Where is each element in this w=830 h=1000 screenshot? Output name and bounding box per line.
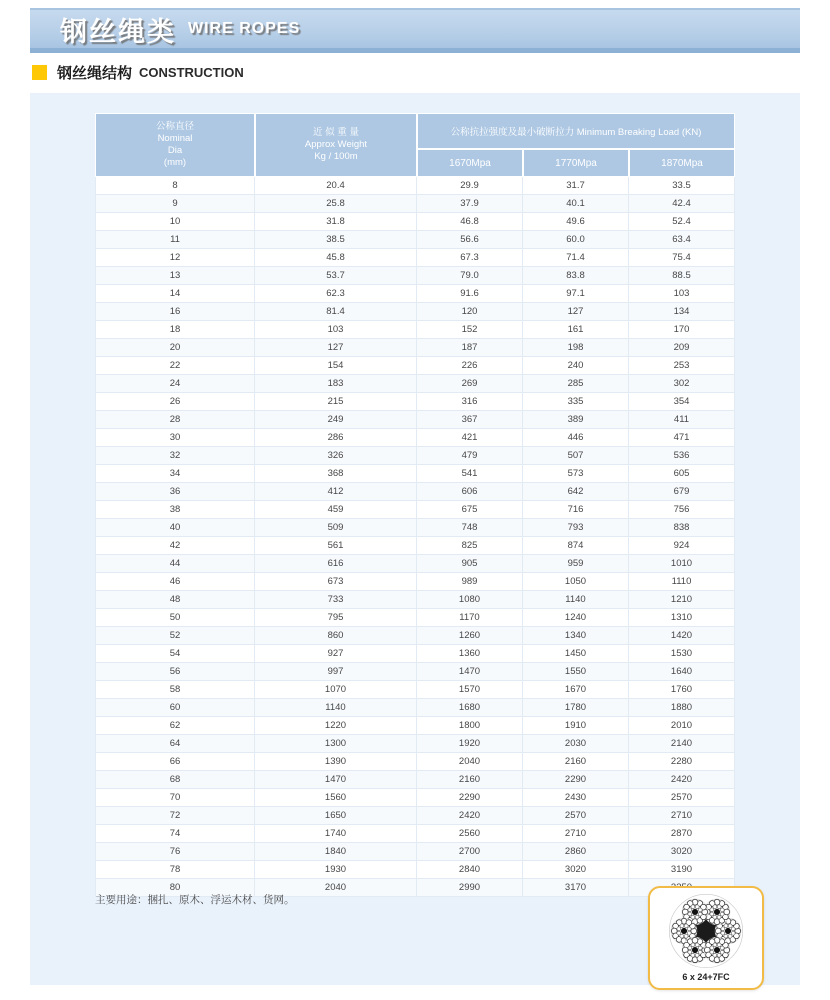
cell-weight: 25.8 bbox=[255, 195, 417, 213]
cell-1770: 2160 bbox=[523, 753, 629, 771]
cell-1870: 1310 bbox=[629, 609, 735, 627]
cell-dia: 34 bbox=[95, 465, 255, 483]
cell-dia: 11 bbox=[95, 231, 255, 249]
cell-1770: 1780 bbox=[523, 699, 629, 717]
rope-cross-section-icon bbox=[665, 891, 747, 971]
cell-1870: 63.4 bbox=[629, 231, 735, 249]
cell-1870: 1420 bbox=[629, 627, 735, 645]
col-header-1770mpa: 1770Mpa bbox=[523, 149, 629, 177]
cell-weight: 1390 bbox=[255, 753, 417, 771]
cell-1870: 2420 bbox=[629, 771, 735, 789]
cell-dia: 24 bbox=[95, 375, 255, 393]
cell-1770: 1670 bbox=[523, 681, 629, 699]
cell-weight: 1560 bbox=[255, 789, 417, 807]
cell-dia: 66 bbox=[95, 753, 255, 771]
cell-1770: 3170 bbox=[523, 879, 629, 897]
table-row bbox=[95, 195, 735, 213]
table-row bbox=[95, 735, 735, 753]
cell-weight: 1300 bbox=[255, 735, 417, 753]
col-header-line: Dia bbox=[167, 145, 183, 156]
cell-weight: 1140 bbox=[255, 699, 417, 717]
table-row bbox=[95, 429, 735, 447]
cell-1770: 1140 bbox=[523, 591, 629, 609]
cell-1670: 421 bbox=[417, 429, 523, 447]
cell-weight: 616 bbox=[255, 555, 417, 573]
cell-1770: 716 bbox=[523, 501, 629, 519]
cell-1770: 2570 bbox=[523, 807, 629, 825]
cell-1670: 152 bbox=[417, 321, 523, 339]
table-row bbox=[95, 663, 735, 681]
table-row bbox=[95, 303, 735, 321]
cell-weight: 215 bbox=[255, 393, 417, 411]
cell-dia: 42 bbox=[95, 537, 255, 555]
cell-1670: 748 bbox=[417, 519, 523, 537]
cell-1670: 905 bbox=[417, 555, 523, 573]
cell-1670: 606 bbox=[417, 483, 523, 501]
yellow-square-bullet-icon bbox=[32, 65, 47, 80]
cell-1870: 2280 bbox=[629, 753, 735, 771]
cell-1670: 316 bbox=[417, 393, 523, 411]
cell-dia: 72 bbox=[95, 807, 255, 825]
col-header-1670mpa: 1670Mpa bbox=[417, 149, 523, 177]
cell-dia: 22 bbox=[95, 357, 255, 375]
cell-1670: 2700 bbox=[417, 843, 523, 861]
cell-1870: 52.4 bbox=[629, 213, 735, 231]
rope-cross-section-card bbox=[648, 886, 764, 990]
cell-1670: 2560 bbox=[417, 825, 523, 843]
cell-1870: 679 bbox=[629, 483, 735, 501]
table-row bbox=[95, 357, 735, 375]
cell-1870: 33.5 bbox=[629, 177, 735, 195]
cell-dia: 16 bbox=[95, 303, 255, 321]
cell-1770: 335 bbox=[523, 393, 629, 411]
cell-1770: 2030 bbox=[523, 735, 629, 753]
cell-1870: 838 bbox=[629, 519, 735, 537]
table-row bbox=[95, 231, 735, 249]
cell-1670: 2990 bbox=[417, 879, 523, 897]
cell-weight: 1930 bbox=[255, 861, 417, 879]
cell-1770: 959 bbox=[523, 555, 629, 573]
page-banner bbox=[30, 8, 800, 53]
cell-1770: 40.1 bbox=[523, 195, 629, 213]
cell-dia: 18 bbox=[95, 321, 255, 339]
cell-1870: 134 bbox=[629, 303, 735, 321]
cell-dia: 28 bbox=[95, 411, 255, 429]
cell-1670: 1680 bbox=[417, 699, 523, 717]
cell-1670: 67.3 bbox=[417, 249, 523, 267]
cell-weight: 927 bbox=[255, 645, 417, 663]
cell-weight: 412 bbox=[255, 483, 417, 501]
cell-weight: 795 bbox=[255, 609, 417, 627]
cell-1770: 1550 bbox=[523, 663, 629, 681]
cell-1770: 31.7 bbox=[523, 177, 629, 195]
cell-1770: 97.1 bbox=[523, 285, 629, 303]
cell-1770: 874 bbox=[523, 537, 629, 555]
cell-1870: 1880 bbox=[629, 699, 735, 717]
cell-1770: 642 bbox=[523, 483, 629, 501]
cell-1870: 2710 bbox=[629, 807, 735, 825]
cell-weight: 1220 bbox=[255, 717, 417, 735]
table-row bbox=[95, 267, 735, 285]
cell-1770: 161 bbox=[523, 321, 629, 339]
cell-weight: 38.5 bbox=[255, 231, 417, 249]
page-title-en: WIRE ROPES bbox=[188, 20, 301, 37]
cell-weight: 20.4 bbox=[255, 177, 417, 195]
cell-1670: 29.9 bbox=[417, 177, 523, 195]
cell-weight: 1840 bbox=[255, 843, 417, 861]
cell-1670: 1470 bbox=[417, 663, 523, 681]
table-row bbox=[95, 861, 735, 879]
cell-1670: 989 bbox=[417, 573, 523, 591]
table-row bbox=[95, 321, 735, 339]
cell-weight: 673 bbox=[255, 573, 417, 591]
table-row bbox=[95, 411, 735, 429]
cell-weight: 459 bbox=[255, 501, 417, 519]
cell-1770: 1050 bbox=[523, 573, 629, 591]
cell-1670: 269 bbox=[417, 375, 523, 393]
table-row bbox=[95, 645, 735, 663]
cell-dia: 78 bbox=[95, 861, 255, 879]
cell-1770: 2290 bbox=[523, 771, 629, 789]
cell-weight: 31.8 bbox=[255, 213, 417, 231]
cell-dia: 44 bbox=[95, 555, 255, 573]
col-header-line: (mm) bbox=[163, 156, 187, 168]
rope-construction-label: 6 x 24+7FC bbox=[682, 972, 730, 982]
cell-1870: 536 bbox=[629, 447, 735, 465]
cell-dia: 46 bbox=[95, 573, 255, 591]
section-title-zh: 钢丝绳结构 bbox=[57, 65, 133, 82]
cell-1870: 756 bbox=[629, 501, 735, 519]
cell-1670: 675 bbox=[417, 501, 523, 519]
section-title-en: CONSTRUCTION bbox=[139, 65, 244, 80]
table-row bbox=[95, 393, 735, 411]
table-row bbox=[95, 753, 735, 771]
cell-dia: 36 bbox=[95, 483, 255, 501]
col-header-min-breaking-load: 公称抗拉强度及最小破断拉力 Minimum Breaking Load (KN) bbox=[417, 113, 735, 149]
cell-1670: 120 bbox=[417, 303, 523, 321]
cell-1670: 825 bbox=[417, 537, 523, 555]
cell-1670: 1360 bbox=[417, 645, 523, 663]
cell-1870: 1110 bbox=[629, 573, 735, 591]
table-row bbox=[95, 213, 735, 231]
cell-dia: 13 bbox=[95, 267, 255, 285]
cell-1870: 302 bbox=[629, 375, 735, 393]
cell-weight: 249 bbox=[255, 411, 417, 429]
cell-1770: 49.6 bbox=[523, 213, 629, 231]
cell-weight: 326 bbox=[255, 447, 417, 465]
table-row bbox=[95, 519, 735, 537]
cell-dia: 10 bbox=[95, 213, 255, 231]
cell-1870: 2870 bbox=[629, 825, 735, 843]
cell-1870: 75.4 bbox=[629, 249, 735, 267]
table-row bbox=[95, 339, 735, 357]
cell-1870: 1640 bbox=[629, 663, 735, 681]
usage-note: 主要用途：捆扎、原木、浮运木材、货网。 bbox=[95, 894, 295, 906]
cell-1670: 37.9 bbox=[417, 195, 523, 213]
cell-1770: 1450 bbox=[523, 645, 629, 663]
cell-1770: 573 bbox=[523, 465, 629, 483]
cell-dia: 52 bbox=[95, 627, 255, 645]
table-row bbox=[95, 699, 735, 717]
cell-dia: 64 bbox=[95, 735, 255, 753]
cell-1870: 253 bbox=[629, 357, 735, 375]
table-row bbox=[95, 573, 735, 591]
cell-weight: 154 bbox=[255, 357, 417, 375]
cell-1770: 1240 bbox=[523, 609, 629, 627]
cell-1670: 187 bbox=[417, 339, 523, 357]
col-header-line: 公称直径 bbox=[155, 121, 194, 133]
cell-1770: 240 bbox=[523, 357, 629, 375]
cell-weight: 368 bbox=[255, 465, 417, 483]
cell-weight: 1070 bbox=[255, 681, 417, 699]
cell-1870: 209 bbox=[629, 339, 735, 357]
table-row bbox=[95, 375, 735, 393]
cell-1670: 1570 bbox=[417, 681, 523, 699]
cell-1770: 198 bbox=[523, 339, 629, 357]
table-row bbox=[95, 285, 735, 303]
cell-dia: 68 bbox=[95, 771, 255, 789]
cell-weight: 561 bbox=[255, 537, 417, 555]
cell-1870: 1530 bbox=[629, 645, 735, 663]
table-row bbox=[95, 789, 735, 807]
cell-1670: 2290 bbox=[417, 789, 523, 807]
table-row bbox=[95, 771, 735, 789]
cell-1770: 446 bbox=[523, 429, 629, 447]
table-row bbox=[95, 177, 735, 195]
cell-1770: 71.4 bbox=[523, 249, 629, 267]
cell-1870: 354 bbox=[629, 393, 735, 411]
table-row bbox=[95, 537, 735, 555]
col-header-1870mpa: 1870Mpa bbox=[629, 149, 735, 177]
cell-1770: 793 bbox=[523, 519, 629, 537]
cell-dia: 12 bbox=[95, 249, 255, 267]
cell-dia: 8 bbox=[95, 177, 255, 195]
cell-weight: 286 bbox=[255, 429, 417, 447]
cell-1670: 1800 bbox=[417, 717, 523, 735]
cell-1870: 2010 bbox=[629, 717, 735, 735]
table-row bbox=[95, 681, 735, 699]
cell-1670: 1080 bbox=[417, 591, 523, 609]
cell-dia: 76 bbox=[95, 843, 255, 861]
cell-1870: 3190 bbox=[629, 861, 735, 879]
col-header-line: Approx Weight bbox=[304, 139, 368, 151]
table-row bbox=[95, 627, 735, 645]
cell-1870: 88.5 bbox=[629, 267, 735, 285]
cell-weight: 183 bbox=[255, 375, 417, 393]
table-row bbox=[95, 447, 735, 465]
cell-weight: 997 bbox=[255, 663, 417, 681]
breaking-load-table bbox=[95, 113, 735, 897]
cell-weight: 62.3 bbox=[255, 285, 417, 303]
cell-dia: 14 bbox=[95, 285, 255, 303]
cell-1770: 60.0 bbox=[523, 231, 629, 249]
cell-1870: 1760 bbox=[629, 681, 735, 699]
cell-1870: 42.4 bbox=[629, 195, 735, 213]
cell-weight: 1650 bbox=[255, 807, 417, 825]
cell-1870: 924 bbox=[629, 537, 735, 555]
cell-dia: 60 bbox=[95, 699, 255, 717]
table-row bbox=[95, 825, 735, 843]
cell-dia: 20 bbox=[95, 339, 255, 357]
cell-dia: 54 bbox=[95, 645, 255, 663]
cell-dia: 74 bbox=[95, 825, 255, 843]
cell-1870: 3020 bbox=[629, 843, 735, 861]
col-header-approx-weight bbox=[255, 113, 417, 177]
cell-1870: 103 bbox=[629, 285, 735, 303]
cell-1670: 79.0 bbox=[417, 267, 523, 285]
cell-dia: 26 bbox=[95, 393, 255, 411]
cell-dia: 80 bbox=[95, 879, 255, 897]
cell-dia: 62 bbox=[95, 717, 255, 735]
table-row bbox=[95, 483, 735, 501]
cell-dia: 32 bbox=[95, 447, 255, 465]
cell-1870: 1210 bbox=[629, 591, 735, 609]
cell-1770: 3020 bbox=[523, 861, 629, 879]
cell-1770: 2710 bbox=[523, 825, 629, 843]
cell-1670: 2420 bbox=[417, 807, 523, 825]
cell-weight: 53.7 bbox=[255, 267, 417, 285]
cell-1670: 541 bbox=[417, 465, 523, 483]
cell-weight: 1470 bbox=[255, 771, 417, 789]
col-header-nominal-dia bbox=[95, 113, 255, 177]
cell-1670: 226 bbox=[417, 357, 523, 375]
cell-weight: 2040 bbox=[255, 879, 417, 897]
table-row bbox=[95, 465, 735, 483]
cell-1870: 2570 bbox=[629, 789, 735, 807]
cell-1770: 83.8 bbox=[523, 267, 629, 285]
table-row bbox=[95, 717, 735, 735]
cell-1670: 2160 bbox=[417, 771, 523, 789]
section-heading bbox=[32, 62, 244, 83]
cell-1670: 56.6 bbox=[417, 231, 523, 249]
cell-1670: 1170 bbox=[417, 609, 523, 627]
cell-1770: 1910 bbox=[523, 717, 629, 735]
cell-dia: 40 bbox=[95, 519, 255, 537]
cell-1870: 471 bbox=[629, 429, 735, 447]
cell-dia: 58 bbox=[95, 681, 255, 699]
cell-1870: 1010 bbox=[629, 555, 735, 573]
cell-dia: 70 bbox=[95, 789, 255, 807]
cell-weight: 45.8 bbox=[255, 249, 417, 267]
cell-1670: 2040 bbox=[417, 753, 523, 771]
col-header-line: Nominal bbox=[157, 133, 193, 145]
cell-dia: 50 bbox=[95, 609, 255, 627]
cell-weight: 1740 bbox=[255, 825, 417, 843]
col-header-line: Kg / 100m bbox=[314, 150, 358, 162]
cell-weight: 81.4 bbox=[255, 303, 417, 321]
table-body bbox=[95, 177, 735, 897]
cell-dia: 38 bbox=[95, 501, 255, 519]
cell-1670: 91.6 bbox=[417, 285, 523, 303]
cell-1870: 411 bbox=[629, 411, 735, 429]
cell-1870: 170 bbox=[629, 321, 735, 339]
cell-1670: 479 bbox=[417, 447, 523, 465]
cell-1770: 2860 bbox=[523, 843, 629, 861]
cell-1770: 1340 bbox=[523, 627, 629, 645]
cell-1770: 285 bbox=[523, 375, 629, 393]
cell-1770: 127 bbox=[523, 303, 629, 321]
cell-weight: 860 bbox=[255, 627, 417, 645]
cell-weight: 509 bbox=[255, 519, 417, 537]
table-row bbox=[95, 555, 735, 573]
cell-dia: 9 bbox=[95, 195, 255, 213]
cell-1770: 389 bbox=[523, 411, 629, 429]
table-row bbox=[95, 609, 735, 627]
cell-1670: 1920 bbox=[417, 735, 523, 753]
cell-weight: 127 bbox=[255, 339, 417, 357]
cell-1670: 1260 bbox=[417, 627, 523, 645]
cell-1770: 2430 bbox=[523, 789, 629, 807]
cell-1870: 2140 bbox=[629, 735, 735, 753]
col-header-line: 近 似 重 量 bbox=[313, 127, 359, 139]
cell-1670: 46.8 bbox=[417, 213, 523, 231]
table-row bbox=[95, 591, 735, 609]
cell-dia: 48 bbox=[95, 591, 255, 609]
cell-weight: 103 bbox=[255, 321, 417, 339]
cell-dia: 56 bbox=[95, 663, 255, 681]
cell-dia: 30 bbox=[95, 429, 255, 447]
table-row bbox=[95, 501, 735, 519]
cell-1770: 507 bbox=[523, 447, 629, 465]
cell-1870: 605 bbox=[629, 465, 735, 483]
table-row bbox=[95, 807, 735, 825]
table-header bbox=[95, 113, 735, 177]
table-row bbox=[95, 249, 735, 267]
cell-1670: 2840 bbox=[417, 861, 523, 879]
page-title-zh: 钢丝绳类 bbox=[60, 16, 176, 47]
cell-1670: 367 bbox=[417, 411, 523, 429]
table-row bbox=[95, 843, 735, 861]
cell-weight: 733 bbox=[255, 591, 417, 609]
